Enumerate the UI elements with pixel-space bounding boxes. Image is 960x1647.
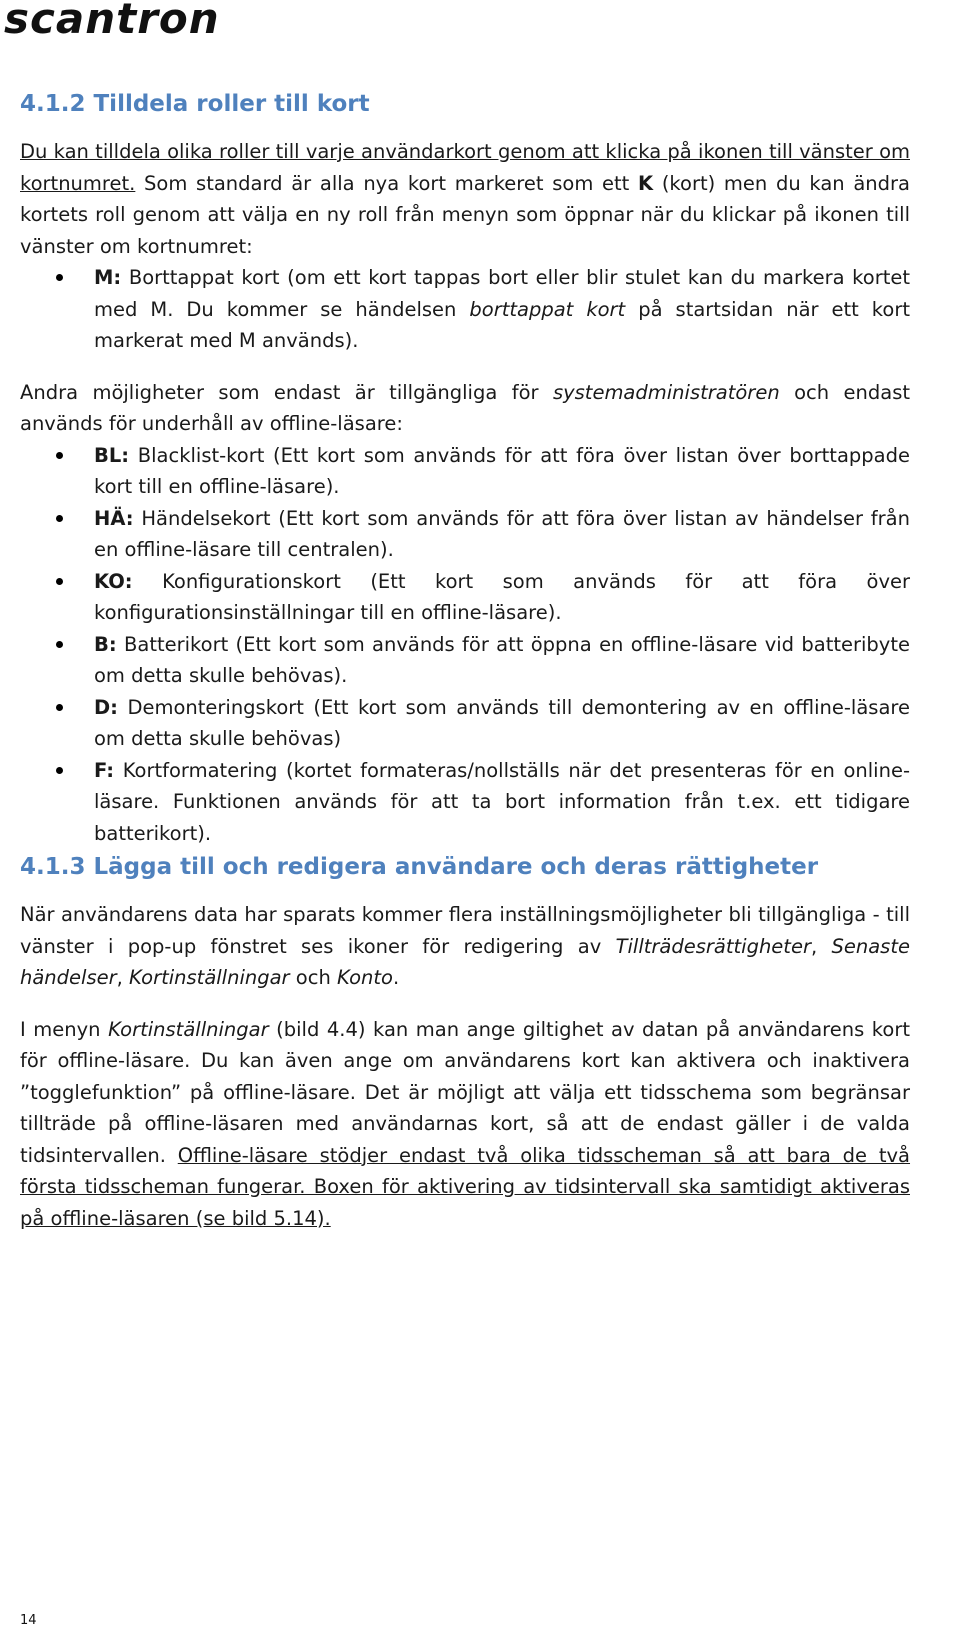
p1-end: . (392, 966, 400, 989)
bullet-dot-icon (56, 274, 63, 281)
section-heading-4-1-3: 4.1.3 Lägga till och redigera användare och deras rättigheter (20, 854, 819, 880)
p1-italic-3: Kortinställningar (129, 966, 290, 989)
intro-underlined-text: Du kan tilldela olika roller till varje användarkort genom att klicka på ikonen till vänster om kortnumret. (20, 140, 910, 195)
intro-bold-k: K (638, 171, 654, 195)
bullet-item-m (20, 262, 910, 357)
intro-text-a: Som standard är alla nya kort markeret som ett (135, 171, 638, 195)
role-m-list (20, 262, 910, 357)
page-number: 14 (20, 1613, 37, 1628)
bullet-dot-icon (56, 515, 63, 522)
admin-role-list (20, 440, 910, 850)
p1-italic-4: Konto (337, 966, 393, 989)
bullet-italic: borttappat kort (469, 297, 626, 321)
bullet-item-b (20, 629, 910, 692)
bullet-item-bl (20, 440, 910, 503)
scantron-logo: scantron (4, 0, 220, 43)
bullet-label: D: (94, 695, 118, 719)
intro-paragraph (20, 136, 910, 262)
p1-text-a: När användarens data har sparats kommer flera inställningsmöjligheter bli tillgängliga - till vänster i pop-up fönstret ses ikoner för redigering av (20, 903, 910, 958)
admin-text-a: Andra möjligheter som endast är tillgängliga för (20, 380, 553, 404)
bullet-text: Kortformatering (kortet formateras/nollställs när det presenteras för en online-läsare. Funktionen används för att ta bort information från t.ex. ett tidigare batterikort). (94, 758, 910, 845)
bullet-label: F: (94, 758, 115, 782)
bullet-label: KO: (94, 569, 133, 593)
bullet-dot-icon (56, 641, 63, 648)
p1-sep-2: , (116, 966, 130, 989)
card-settings-paragraph (20, 1014, 910, 1235)
bullet-dot-icon (56, 767, 63, 774)
bullet-label: BL: (94, 443, 130, 467)
bullet-text: Händelsekort (Ett kort som används för att föra över listan av händelser från en offline-läsare till centralen). (94, 506, 910, 561)
admin-italic: systemadministratören (552, 380, 780, 404)
section-heading-4-1-2: 4.1.2 Tilldela roller till kort (20, 91, 370, 117)
admin-paragraph (20, 377, 910, 440)
p2-text-b: (bild 4.4) kan man ange giltighet av datan på användarens kort för offline-läsare. Du kan även ange om användarens kort kan aktivera och inaktivera ”togglefunktion” på offline-läsare. Det är möjligt att välja ett tidsschema som begränsar tillträde på offline-läsaren med användarnas kort, så att de endast gäller i de valda tidsintervallen. (20, 1017, 910, 1167)
bullet-label: HÄ: (94, 506, 134, 530)
bullet-item-ko (20, 566, 910, 629)
intro-text-b: (kort) men du kan ändra kortets roll genom att välja en ny roll från menyn som öppnar när du klickar på ikonen till vänster om kortnumret: (20, 171, 911, 258)
bullet-dot-icon (56, 578, 63, 585)
admin-text-b: och endast används för underhåll av offline-läsare: (20, 380, 910, 435)
bullet-text: Demonteringskort (Ett kort som används till demontering av en offline-läsare om detta skulle behövas) (94, 695, 910, 750)
bullet-text: Blacklist-kort (Ett kort som används för att föra över listan över borttappade kort till en offline-läsare). (94, 443, 910, 498)
bullet-text-a: Borttappat kort (om ett kort tappas bort eller blir stulet kan du markera kortet med M. Du kommer se händelsen (94, 266, 910, 321)
bullet-text: Konfigurationskort (Ett kort som används för att föra över konfigurationsinställningar till en offline-läsare). (94, 569, 910, 624)
p2-underlined: Offline-läsare stödjer endast två olika tidsscheman så att bara de två första tidsscheman fungerar. Boxen för aktivering av tidsintervall ska samtidigt aktiveras på offline-läsaren (se bild 5.14). (20, 1143, 911, 1230)
bullet-dot-icon (56, 452, 63, 459)
p1-sep-3: och (289, 966, 338, 989)
user-data-paragraph (20, 899, 910, 994)
p1-sep-1: , (810, 934, 832, 958)
bullet-item-f (20, 755, 910, 850)
p1-italic-2: Senaste händelser (20, 934, 910, 989)
bullet-dot-icon (56, 704, 63, 711)
p2-text-a: I menyn (20, 1017, 109, 1041)
bullet-text-b: på startsidan när ett kort markerat med M används). (94, 297, 911, 352)
document-content (20, 86, 910, 1234)
bullet-text: Batterikort (Ett kort som används för att öppna en offline-läsare vid batteribyte om detta skulle behövas). (94, 632, 910, 687)
bullet-label: B: (94, 632, 117, 656)
bullet-label: M: (94, 266, 122, 289)
p2-italic: Kortinställningar (108, 1017, 269, 1041)
bullet-item-d (20, 692, 910, 755)
bullet-item-ha (20, 503, 910, 566)
p1-italic-1: Tillträdesrättigheter (615, 934, 811, 958)
